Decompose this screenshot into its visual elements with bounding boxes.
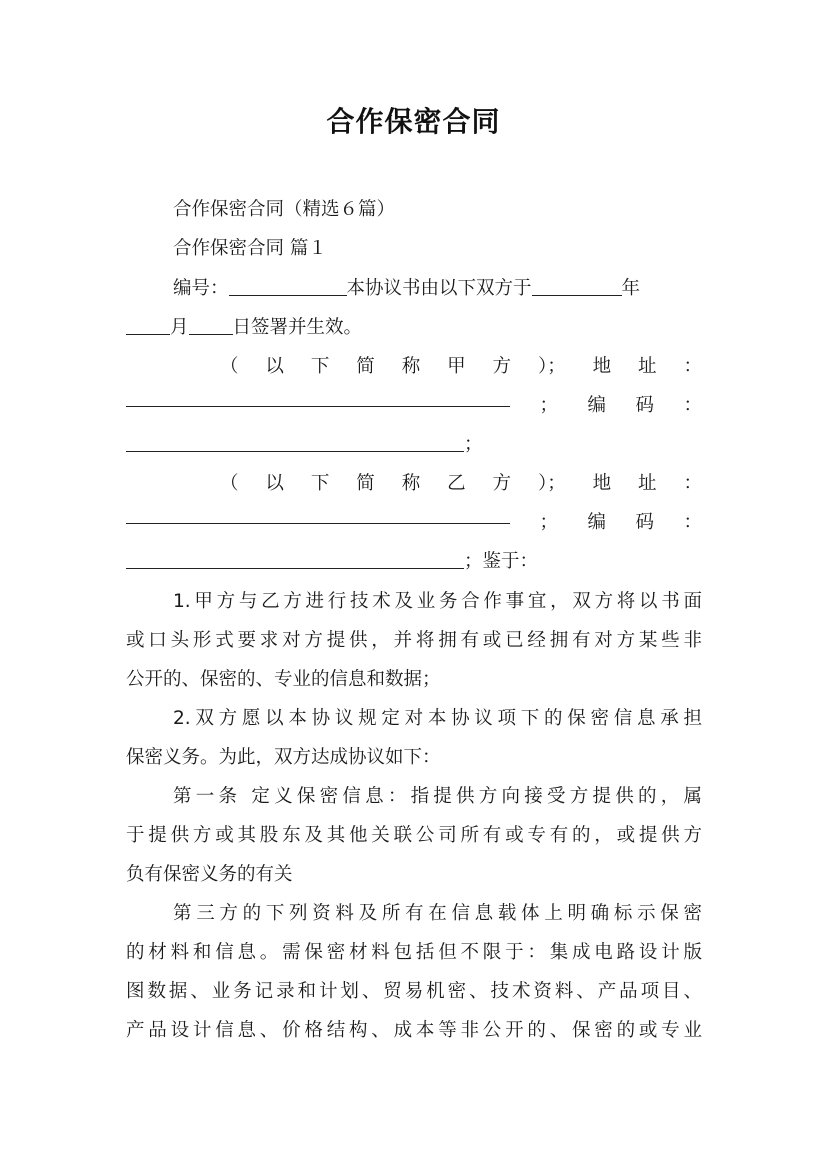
agreement-text: 本协议书由以下双方于 (346, 278, 532, 299)
party-a-char: ）； (537, 356, 566, 377)
party-a-address-blank (126, 386, 510, 407)
party-b-char: 乙 (447, 473, 466, 494)
day-blank (189, 314, 233, 335)
code-char: 码 (635, 395, 654, 416)
party-a-char: 甲 (447, 356, 466, 377)
party-a-char: 方 (492, 356, 512, 377)
party-a-char: 地 (592, 356, 612, 377)
article-line: 第一条 定义保密信息：指提供方向接受方提供的，属 (173, 786, 702, 807)
document-title: 合作保密合同 (326, 105, 501, 138)
party-b-address-blank (126, 503, 510, 524)
semicolon: ； (464, 434, 483, 455)
party-a-address-line (126, 386, 702, 425)
party-b-char: 方 (492, 473, 512, 494)
party-a-line (220, 347, 702, 386)
party-b-char: ： (683, 473, 702, 494)
party-a-char: ： (683, 356, 702, 377)
article-line: 的材料和信息。需保密材料包括但不限于：集成电路设计版 (126, 942, 702, 963)
party-b-code-line (126, 542, 702, 581)
article-line: 第三方的下列资料及所有在信息载体上明确标示保密 (173, 903, 702, 924)
code-char: ： (683, 512, 702, 533)
code-char: 编 (587, 395, 606, 416)
party-b-char: 简 (356, 473, 375, 494)
whereas-label: ；鉴于： (464, 551, 539, 572)
article-line: 于提供方或其股东及其他关联公司所有或专有的，或提供方 (126, 825, 702, 846)
section-heading: 合作保密合同 篇１ (173, 238, 327, 259)
document-subtitle: 合作保密合同（精选６篇） (173, 199, 396, 220)
party-a-char: 下 (310, 356, 330, 377)
party-b-char: 下 (310, 473, 330, 494)
code-char: 码 (635, 512, 654, 533)
party-b-char: （ (220, 473, 239, 494)
party-b-char: ）； (537, 473, 566, 494)
code-char: 编 (587, 512, 606, 533)
code-char: ； (539, 395, 558, 416)
party-b-char: 地 (592, 473, 612, 494)
article-line: 图数据、业务记录和计划、贸易机密、技术资料、产品项目、 (126, 981, 702, 1002)
day-text: 日签署并生效。 (232, 317, 363, 338)
number-blank (229, 275, 347, 296)
party-b-char: 以 (265, 473, 284, 494)
date-line (126, 308, 702, 347)
party-b-code-blank (126, 548, 464, 569)
party-a-code-line (126, 425, 702, 464)
party-a-char: 址 (638, 356, 657, 377)
party-b-char: 址 (638, 473, 657, 494)
code-char: ： (683, 395, 702, 416)
paragraph-line: 或口头形式要求对方提供，并将拥有或已经拥有对方某些非 (126, 630, 702, 651)
year-label: 年 (621, 278, 641, 299)
paragraph-line: 1.甲方与乙方进行技术及业务合作事宜，双方将以书面 (173, 591, 702, 612)
article-line: 产品设计信息、价格结构、成本等非公开的、保密的或专业 (126, 1020, 702, 1041)
month-label: 月 (170, 317, 189, 338)
number-label: 编号： (173, 278, 229, 299)
party-a-char: （ (220, 356, 239, 377)
code-char: ； (539, 512, 558, 533)
number-line (126, 269, 702, 308)
paragraph-line: 保密义务。为此，双方达成协议如下： (126, 747, 441, 768)
party-b-line (220, 464, 702, 503)
paragraph-line: 公开的、保密的、专业的信息和数据； (126, 669, 441, 690)
article-line: 负有保密义务的有关 (126, 864, 293, 885)
date-blank (532, 275, 622, 296)
party-a-char: 以 (265, 356, 284, 377)
paragraph-line: 2.双方愿以本协议规定对本协议项下的保密信息承担 (173, 708, 702, 729)
party-a-code-blank (126, 431, 464, 452)
month-blank (126, 314, 170, 335)
party-a-char: 称 (401, 356, 421, 377)
party-b-address-line (126, 503, 702, 542)
party-a-char: 简 (356, 356, 375, 377)
party-b-char: 称 (401, 473, 421, 494)
